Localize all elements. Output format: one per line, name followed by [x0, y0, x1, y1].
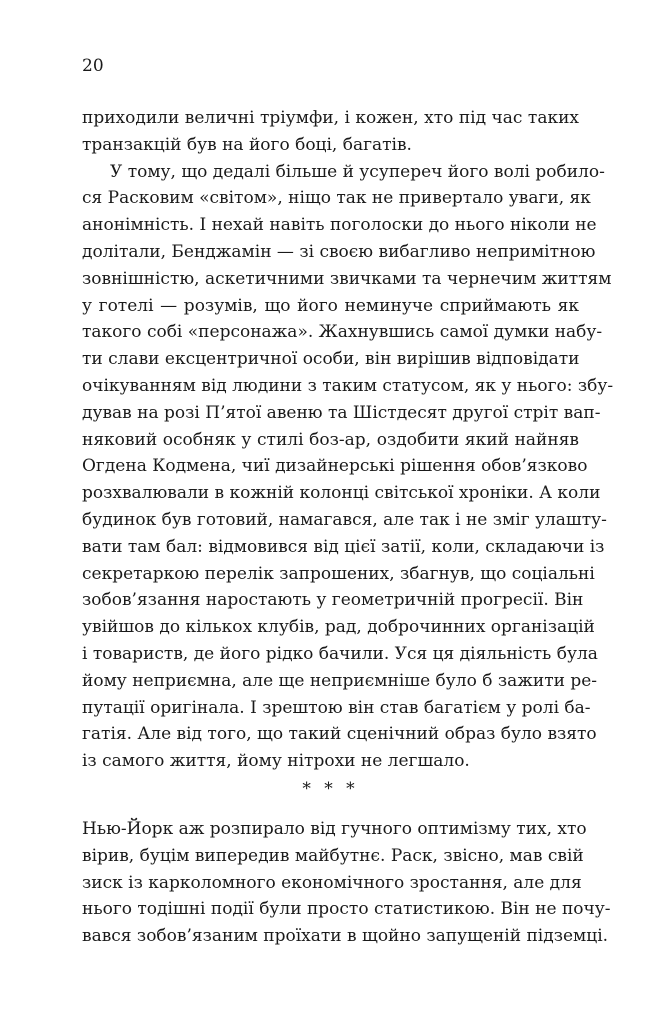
text-line: приходили величні тріумфи, і кожен, хто під час таких: [82, 108, 579, 128]
text-line: секретаркою перелік запрошених, збагнув, що соціальні: [82, 563, 595, 584]
page-number: 20: [82, 56, 104, 76]
text-line: такого собі «персонажа». Жахнувшись самої думки набу-: [82, 322, 603, 343]
text-line: нього тодішні події були просто статистикою. Він не почу-: [82, 899, 611, 920]
text-line: вірив, буцім випередив майбутнє. Раск, звісно, мав свій: [82, 845, 584, 866]
text-line: очікуванням від людини з таким статусом, як у нього: збу-: [82, 375, 614, 396]
text-line: Огдена Кодмена, чиї дизайнерські рішення обов’язково: [82, 456, 588, 477]
text-line: дував на розі П’ятої авеню та Шістдесят другої стріт вап-: [82, 402, 601, 423]
text-line: і товариств, де його рідко бачили. Уся ця діяльність була: [82, 643, 598, 664]
body-text-section-2: [82, 816, 611, 950]
text-line: розхвалювали в кожній колонці світської хроніки. А коли: [82, 483, 601, 504]
text-line: йому неприємна, але ще неприємніше було б зажити ре-: [82, 670, 598, 691]
body-text-section-1: [82, 105, 614, 775]
text-line: гатія. Але від того, що такий сценічний образ було взято: [82, 724, 597, 745]
text-line: ся Расковим «світом», ніщо так не привертало уваги, як: [82, 188, 591, 209]
text-line: анонімність. І нехай навіть поголоски до нього ніколи не: [82, 215, 597, 236]
section-separator: * * *: [302, 779, 359, 799]
text-line: зовнішністю, аскетичними звичками та чернечим життям: [82, 268, 612, 289]
text-line: зиск із карколомного економічного зростання, але для: [82, 872, 582, 893]
text-line: у готелі — розумів, що його неминуче сприймають як: [82, 295, 579, 316]
text-line: із самого життя, йому нітрохи не легшало.: [82, 751, 470, 772]
text-line: вався зобов’язаним проїхати в щойно запущеній підземці.: [82, 926, 609, 947]
text-line: будинок був готовий, намагався, але так і не зміг улашту-: [82, 509, 607, 530]
text-line: У тому, що дедалі більше й усупереч його волі робило-: [110, 161, 605, 182]
text-line: няковий особняк у стилі боз-ар, оздобити який найняв: [82, 429, 579, 450]
text-line: увійшов до кількох клубів, рад, доброчинних організацій: [82, 617, 595, 638]
text-line: транзакцій був на його боці, багатів.: [82, 134, 412, 155]
text-line: вати там бал: відмовився від цієї затії, коли, складаючи із: [82, 536, 605, 557]
text-line: путації оригінала. І зрештою він став багатієм у ролі ба-: [82, 697, 591, 718]
text-line: долітали, Бенджамін — зі своєю вибагливо непримітною: [82, 241, 596, 262]
text-line: ти слави ексцентричної особи, він вирішив відповідати: [82, 349, 580, 370]
text-line: зобов’язання наростають у геометричній прогресії. Він: [82, 590, 584, 611]
text-line: Нью-Йорк аж розпирало від гучного оптимізму тих, хто: [82, 819, 587, 839]
